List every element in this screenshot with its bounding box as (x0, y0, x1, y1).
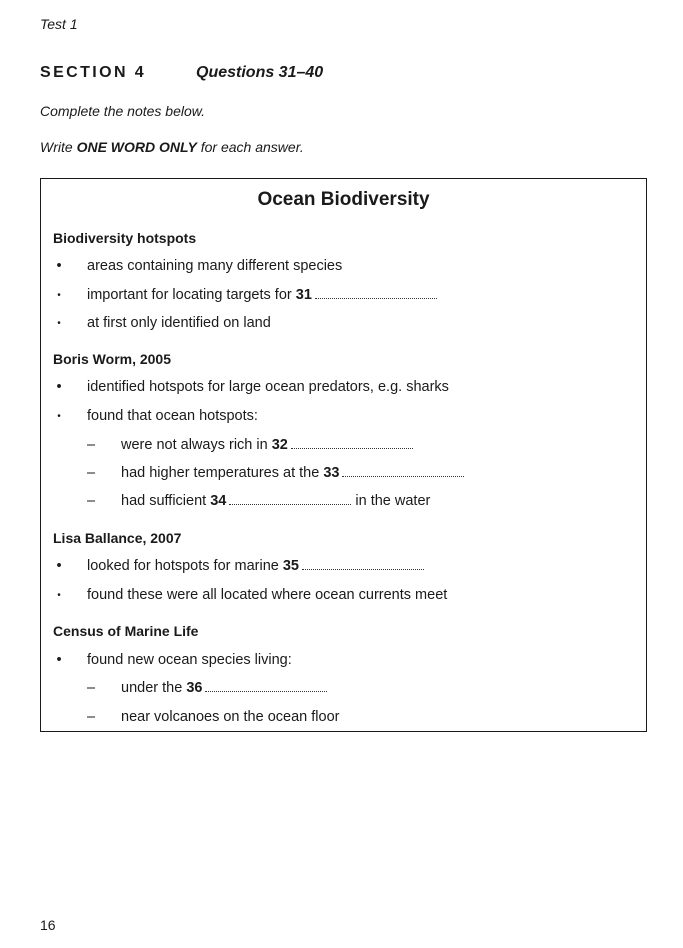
dash-icon: – (87, 493, 96, 509)
question-number-33: 33 (323, 465, 340, 481)
bullet-icon: • (57, 411, 61, 422)
answer-blank-34[interactable] (229, 493, 351, 505)
instruction-word-limit: Write ONE WORD ONLY for each answer. (40, 139, 304, 155)
notes-title: Ocean Biodiversity (257, 189, 430, 210)
instruction-complete-notes: Complete the notes below. (40, 103, 205, 119)
section-title: SECTION 4 (40, 64, 147, 81)
dash-icon: – (87, 680, 96, 696)
question-number-36: 36 (186, 680, 203, 696)
page-number: 16 (40, 917, 56, 933)
dash-icon: – (87, 709, 96, 725)
bullet-icon: • (56, 652, 62, 668)
heading-lisa-ballance: Lisa Ballance, 2007 (53, 530, 182, 546)
heading-boris-worm: Boris Worm, 2005 (53, 351, 172, 367)
answer-blank-36[interactable] (205, 680, 327, 692)
dash-icon: – (87, 437, 96, 453)
question-number-32: 32 (271, 437, 288, 453)
dash-icon: – (87, 465, 96, 481)
answer-blank-32[interactable] (291, 437, 413, 449)
section-questions: Questions 31–40 (196, 64, 324, 81)
heading-census-marine-life: Census of Marine Life (53, 623, 199, 639)
bullet-icon: • (57, 318, 61, 329)
bullet-icon: • (56, 558, 62, 574)
test-label: Test 1 (40, 16, 78, 32)
notes-box: Ocean Biodiversity Biodiversity hotspots • areas containing many different species • important for locating targets for 31 • at first only identified on land Boris Worm, 2005 • identified hotspots for large ocean predators, e.g. sharks • found that ocean hotspots: – were not always rich in 32 – had higher temperatures at the 33 – had sufficient 34 in the water Lisa Ballance, 2007 • looked for hotspots for marine 35 • found these were all located where ocean currents meet Census of Marine Life • found new ocean species living: – under the 36 – near volcanoes on the ocean floor (40, 178, 647, 732)
answer-blank-31[interactable] (315, 287, 437, 299)
question-number-31: 31 (295, 287, 312, 303)
answer-blank-33[interactable] (342, 465, 464, 477)
question-number-34: 34 (210, 493, 227, 509)
word-limit-emphasis: ONE WORD ONLY (76, 139, 197, 155)
bullet-icon: • (56, 258, 62, 274)
bullet-icon: • (56, 379, 62, 395)
bullet-icon: • (57, 590, 61, 601)
section-header (40, 64, 640, 86)
question-number-35: 35 (282, 558, 299, 574)
answer-blank-35[interactable] (302, 558, 424, 570)
bullet-icon: • (57, 290, 61, 301)
heading-biodiversity-hotspots: Biodiversity hotspots (53, 230, 197, 246)
